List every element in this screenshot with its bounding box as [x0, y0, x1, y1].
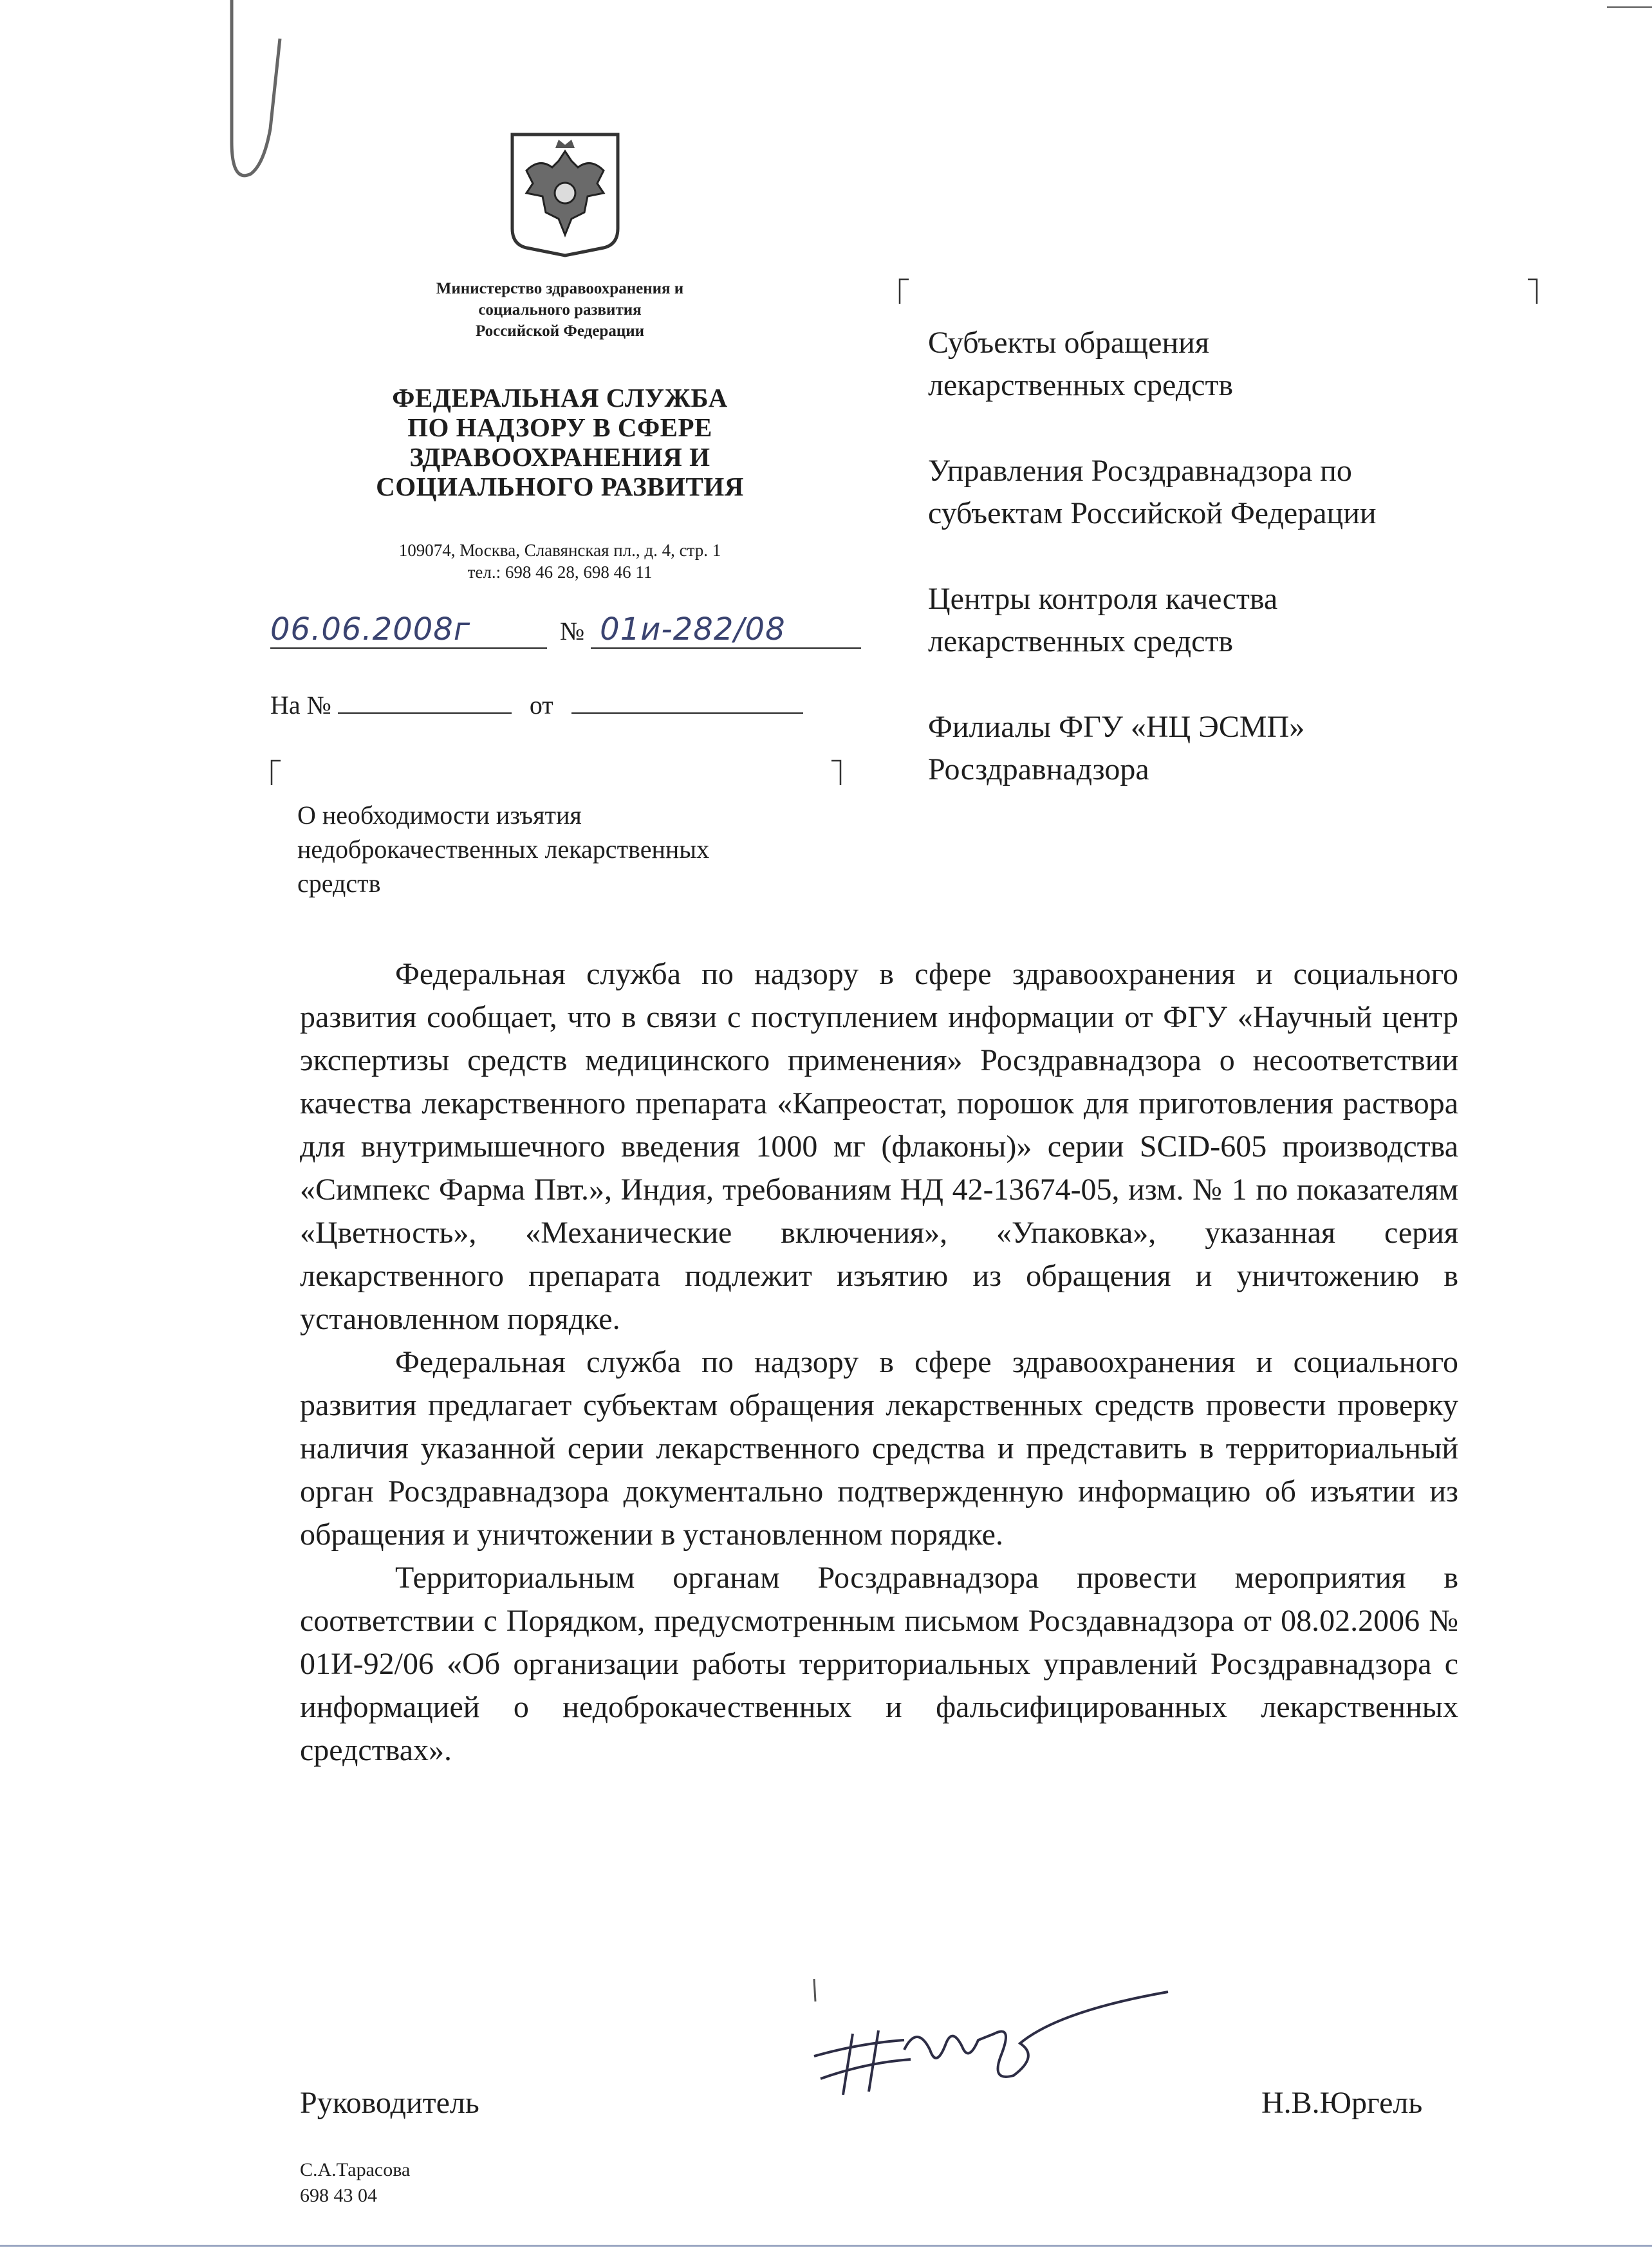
date-field	[270, 611, 547, 649]
corner-bracket	[898, 278, 910, 304]
service-line: СОЦИАЛЬНОГО РАЗВИТИЯ	[376, 472, 744, 501]
recipient-line: Филиалы ФГУ «НЦ ЭСМП»	[928, 710, 1305, 744]
recipient-line: субъектам Российской Федерации	[928, 496, 1377, 530]
service-line: ПО НАДЗОРУ В СФЕРЕ	[407, 413, 712, 442]
recipient-line: Субъекты обращения	[928, 326, 1209, 360]
subject-line: О необходимости изъятия	[297, 801, 582, 830]
letter-body	[300, 952, 1458, 1772]
handwritten-number: 01и-282/08	[600, 611, 786, 647]
body-paragraph: Территориальным органам Росздравнадзора провести мероприятия в соответствии с Порядком, предусмотренным письмом Росздавнадзора от 08.02.2006 № 01И-92/06 «Об организации работы территориальных управлений Росздравнадзора с информацией о недоброкачественных и фальсифицированных лекарственных средствах».	[300, 1561, 1458, 1767]
number-field	[591, 611, 861, 649]
reference-line	[270, 690, 803, 720]
body-paragraph: Федеральная служба по надзору в сфере здравоохранения и социального развития сообщает, что в связи с поступлением информации от ФГУ «Научный центр экспертизы средств медицинского применения» Росздравнадзора о несоответствии качества лекарственного препарата «Капреостат, порошок для приготовления раствора для внутримышечного введения 1000 мг (флаконы)» серии SCID-605 производства «Симпекс Фарма Пвт.», Индия, требованиям НД 42-13674-05, изм. № 1 по показателям «Цветность», «Механические включения», «Упаковка», указанная серия лекарственного препарата подлежит изъятию из обращения и уничтожению в установленном порядке.	[300, 957, 1458, 1336]
corner-bracket	[830, 759, 842, 785]
ref-date-blank	[571, 693, 803, 714]
recipient	[928, 450, 1572, 535]
number-label: №	[560, 617, 585, 645]
service-address	[309, 539, 811, 583]
body-paragraph: Федеральная служба по надзору в сфере здравоохранения и социального развития предлагает субъектам обращения лекарственных средств провести проверку наличия указанной серии лекарственного средства и представить в территориальный орган Росздравнадзора документально подтвержденную информацию об изъятии из обращения и уничтожении в установленном порядке.	[300, 1345, 1458, 1552]
service-line: ФЕДЕРАЛЬНАЯ СЛУЖБА	[392, 383, 728, 413]
ministry-line: Российской Федерации	[475, 322, 645, 340]
recipient-line: Центры контроля качества	[928, 582, 1278, 616]
corner-bracket	[270, 759, 282, 785]
service-name	[302, 383, 817, 501]
recipient	[928, 578, 1572, 663]
ministry-name	[348, 278, 772, 342]
executor-phone: 698 43 04	[300, 2185, 377, 2206]
executor-name: С.А.Тарасова	[300, 2159, 411, 2180]
letter-subject	[297, 798, 864, 900]
recipient-line: лекарственных средств	[928, 368, 1234, 402]
address-line: тел.: 698 46 28, 698 46 11	[467, 562, 653, 582]
handwritten-date: 06.06.2008г	[270, 611, 471, 647]
paper-clip-mark	[212, 0, 283, 187]
subject-line: недоброкачественных лекарственных	[297, 835, 710, 864]
ref-number-blank	[338, 693, 512, 714]
scan-bottom-edge	[0, 2245, 1652, 2247]
ministry-line: социального развития	[478, 301, 642, 319]
ref-label: На №	[270, 691, 331, 720]
service-line: ЗДРАВООХРАНЕНИЯ И	[409, 442, 710, 472]
recipient	[928, 706, 1572, 791]
recipient-line: Росздравнадзора	[928, 752, 1149, 786]
scan-edge-line	[1607, 6, 1652, 8]
recipients-block	[928, 322, 1572, 834]
address-line: 109074, Москва, Славянская пл., д. 4, стр. 1	[398, 541, 721, 560]
recipient-line: лекарственных средств	[928, 624, 1234, 658]
recipient	[928, 322, 1572, 407]
executor-info	[300, 2157, 410, 2209]
handwritten-signature	[808, 1973, 1181, 2101]
date-number-line	[270, 611, 861, 649]
corner-bracket	[1527, 278, 1538, 304]
signer-name: Н.В.Юргель	[1261, 2086, 1423, 2120]
subject-line: средств	[297, 869, 381, 898]
signer-role: Руководитель	[300, 2086, 479, 2120]
state-emblem-icon	[507, 132, 623, 257]
recipient-line: Управления Росздравнадзора по	[928, 454, 1352, 488]
ministry-line: Министерство здравоохранения и	[436, 280, 684, 297]
ref-from-label: от	[529, 691, 553, 720]
